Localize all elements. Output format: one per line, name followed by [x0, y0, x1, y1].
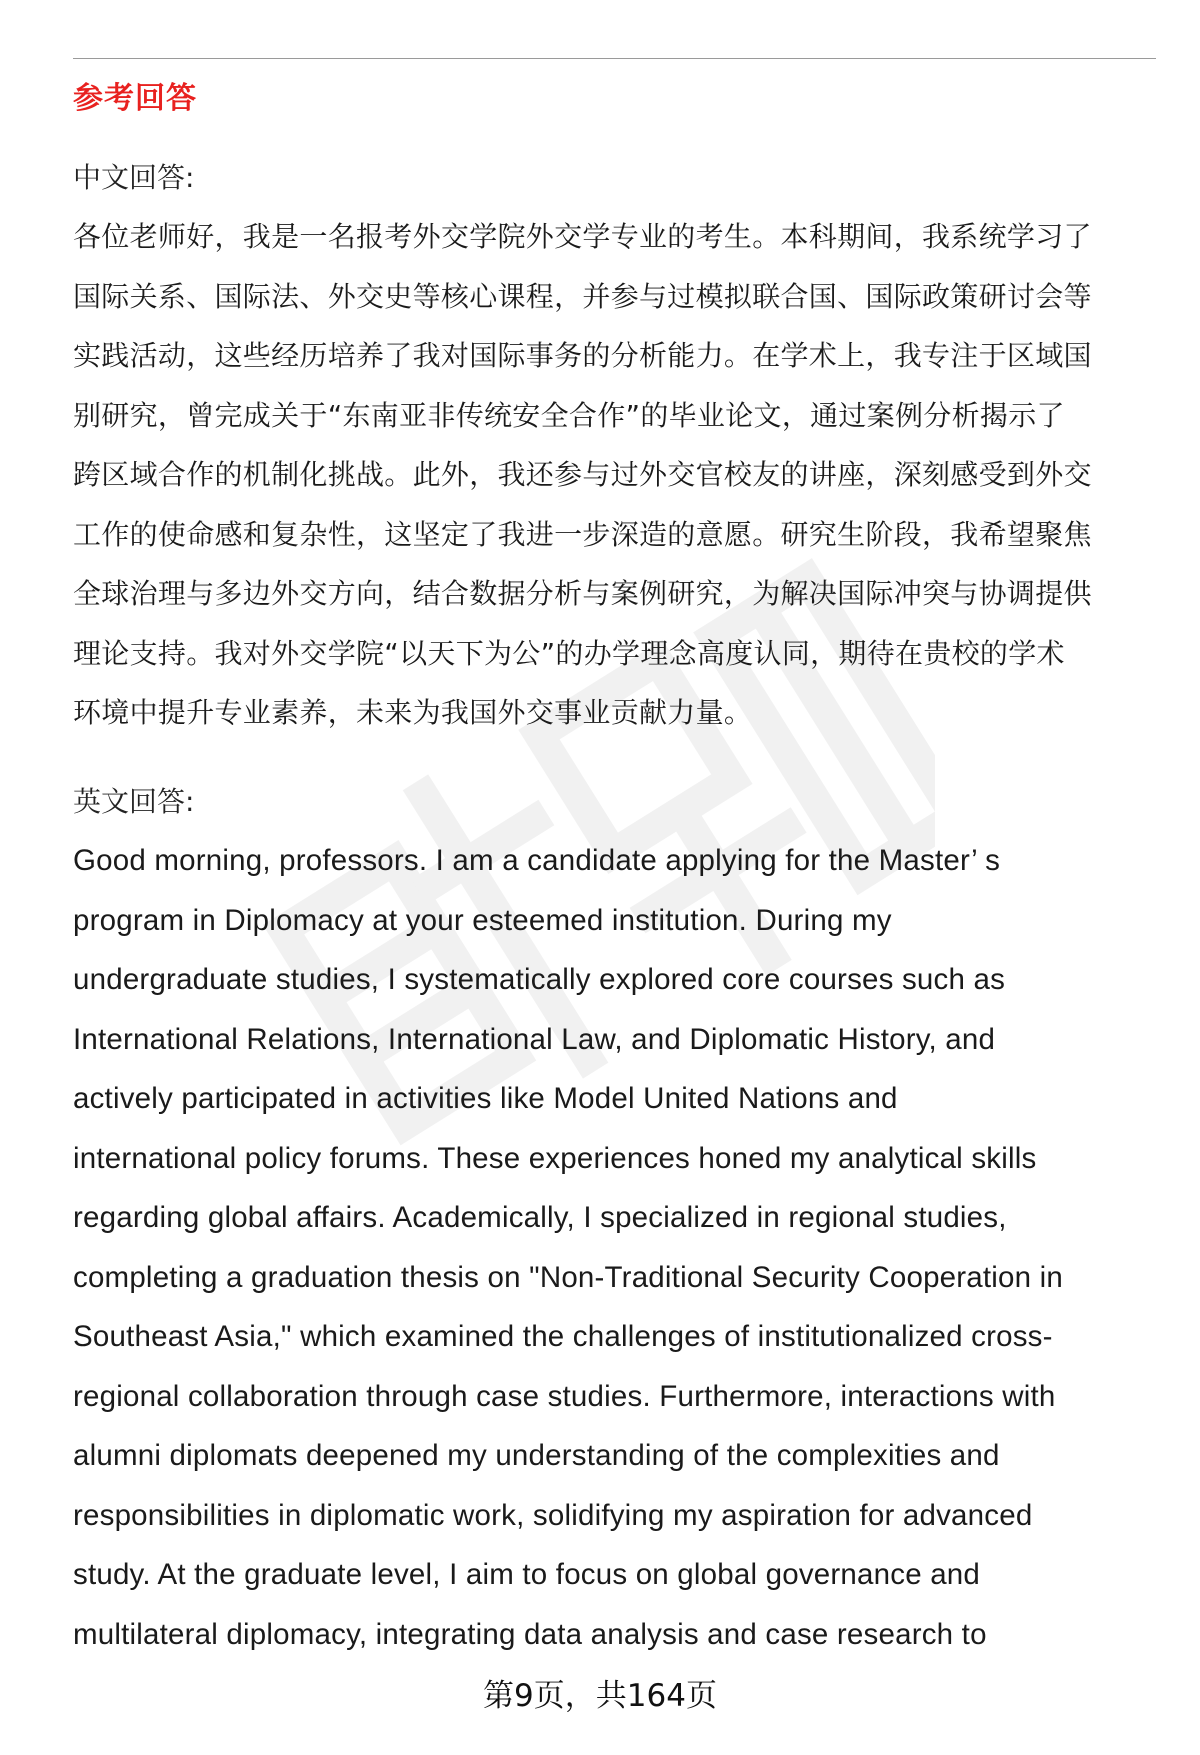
chinese-answer-line: 理论支持。我对外交学院“以天下为公”的办学理念高度认同，期待在贵校的学术 [73, 636, 1065, 670]
chinese-answer-label: 中文回答: [73, 161, 195, 194]
chinese-answer-line: 环境中提升专业素养，未来为我国外交事业贡献力量。 [73, 696, 753, 729]
english-answer-line: multilateral diplomacy, integrating data analysis and case research to [73, 1617, 987, 1651]
chinese-answer-line: 国际关系、国际法、外交史等核心课程，并参与过模拟联合国、国际政策研讨会等 [73, 279, 1092, 313]
page-number: 第9页，共164页 [483, 1678, 717, 1714]
english-answer-line: Good morning, professors. I am a candidate applying for the Master’ s [73, 844, 1001, 877]
english-answer-line: actively participated in activities like Model United Nations and [73, 1082, 898, 1115]
english-answer-line: regional collaboration through case studies. Furthermore, interactions with [73, 1379, 1056, 1413]
english-answer-label: 英文回答: [73, 785, 195, 818]
english-answer-line: study. At the graduate level, I aim to focus on global governance and [73, 1558, 981, 1591]
english-answer-line: responsibilities in diplomatic work, solidifying my aspiration for advanced [73, 1498, 1033, 1532]
english-answer-line: Southeast Asia," which examined the challenges of institutionalized cross- [73, 1320, 1053, 1353]
section-title: 参考回答 [73, 81, 197, 116]
chinese-answer-line: 全球治理与多边外交方向，结合数据分析与案例研究，为解决国际冲突与协调提供 [73, 577, 1092, 610]
english-answer-line: undergraduate studies, I systematically explored core courses such as [73, 963, 1006, 996]
english-answer-paragraph [73, 831, 1158, 1664]
english-answer-line: completing a graduation thesis on "Non-Traditional Security Cooperation in [73, 1260, 1064, 1294]
chinese-answer-line: 跨区域合作的机制化挑战。此外，我还参与过外交官校友的讲座，深刻感受到外交 [73, 458, 1092, 491]
chinese-answer-paragraph [73, 207, 1158, 743]
english-answer-line: alumni diplomats deepened my understanding of the complexities and [73, 1439, 1000, 1472]
top-divider [73, 58, 1156, 59]
english-answer-line: International Relations, International Law, and Diplomatic History, and [73, 1022, 996, 1056]
chinese-answer-line: 各位老师好，我是一名报考外交学院外交学专业的考生。本科期间，我系统学习了 [73, 220, 1092, 253]
chinese-answer-line: 工作的使命感和复杂性，这坚定了我进一步深造的意愿。研究生阶段，我希望聚焦 [73, 517, 1092, 551]
chinese-answer-line: 实践活动，这些经历培养了我对国际事务的分析能力。在学术上，我专注于区域国 [73, 339, 1092, 372]
chinese-answer-line: 别研究，曾完成关于“东南亚非传统安全合作”的毕业论文，通过案例分析揭示了 [73, 398, 1065, 432]
english-answer-line: program in Diplomacy at your esteemed institution. During my [73, 903, 892, 937]
english-answer-line: international policy forums. These experiences honed my analytical skills [73, 1141, 1037, 1175]
english-answer-line: regarding global affairs. Academically, I specialized in regional studies, [73, 1201, 1007, 1234]
